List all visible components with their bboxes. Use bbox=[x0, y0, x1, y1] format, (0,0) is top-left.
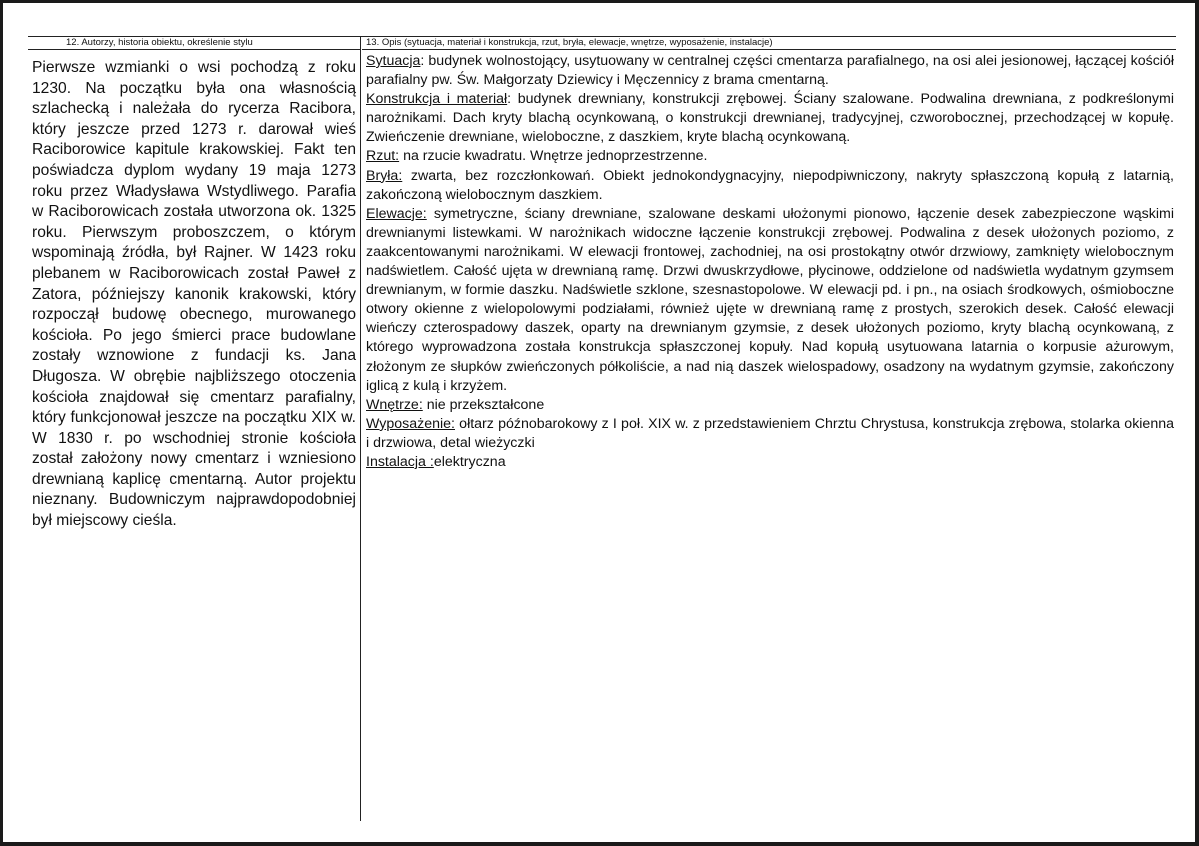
section-text-bryla: zwarta, bez rozczłonkowań. Obiekt jednokondygnacyjny, niepodpiwniczony, nakryty spłaszczoną kopułą z latarnią, zakończoną wielobocznym daszkiem. bbox=[366, 167, 1174, 203]
section-wyposazenie bbox=[366, 415, 1174, 453]
section-instalacja bbox=[366, 453, 1174, 472]
section-text-rzut: na rzucie kwadratu. Wnętrze jednoprzestrzenne. bbox=[399, 148, 708, 165]
section-wnetrze bbox=[366, 396, 1174, 415]
section-text-konstrukcja: : budynek drewniany, konstrukcji zrębowej. Ściany szalowane. Podwalina drewniana, z podkreślonymi narożnikami. Dach kryty blachą ocynkowaną, o konstrukcji drewnianej, tradycyjnej, czworobocznej, przechodzącej w kopułę. Zwieńczenie drewniane, wieloboczne, z daszkiem, kryte blachą ocynkowaną. bbox=[366, 91, 1174, 146]
section-label-konstrukcja: Konstrukcja i materiał bbox=[366, 91, 508, 108]
description-column-header: 13. Opis (sytuacja, materiał i konstrukcja, rzut, bryła, elewacje, wnętrze, wyposażenie, instalacje) bbox=[362, 37, 1176, 50]
description-body bbox=[362, 50, 1176, 472]
history-column bbox=[28, 37, 360, 821]
section-text-wnetrze: nie przekształcone bbox=[422, 396, 545, 413]
section-konstrukcja bbox=[366, 90, 1174, 147]
section-text-wyposazenie: ołtarz późnobarokowy z I poł. XIX w. z przedstawieniem Chrztu Chrystusa, konstrukcja zrębowa, stolarka okienna i drzwiowa, detal wieżyczki bbox=[366, 415, 1174, 451]
section-text-instalacja: elektryczna bbox=[433, 453, 506, 470]
section-label-wnetrze: Wnętrze: bbox=[366, 396, 423, 413]
section-text-elewacje: symetryczne, ściany drewniane, szalowane deskami ułożonymi pionowo, łączenie desek zabezpieczone wąskimi drewnianymi listewkami. W narożnikach widoczne łączenie konstrukcji zrębowej. Podwalina z desek ułożonych poziomo, z zaakcentowanymi narożnikami. W elewacji frontowej, zachodniej, na osi prostokątny otwór drzwiowy, zamknięty wielobocznym nadświetlem. Całość ujęta w drewnianą ramę. Drzwi dwuskrzydłowe, płycinowe, oddzielone od nadświetla wydatnym gzymsem drewnianym, w formie daszku. Nadświetle szklone, szesnastopolowe. W elewacji pd. i pn., na osiach środkowych, ośmioboczne otwory okienne z wielopolowymi podziałami, również ujęte w drewnianą ramę z prostych, szerokich desek. Całość elewacji wieńczy czterospadowy daszek, oparty na drewnianym gzymsie, z desek ułożonych poziomo, kryty blachą ocynkowaną, z którego wyprowadzona została konstrukcja spłaszczonej kopuły. Nad kopułą usytuowana latarnia o korpusie ażurowym, złożonym ze słupków zwieńczonych półkoliście, a nad nią daszek wielospadowy, osadzony na wydatnym gzymsie, zakończony iglicą z kulą i krzyżem. bbox=[366, 205, 1174, 394]
section-rzut bbox=[366, 147, 1174, 166]
section-label-sytuacja: Sytuacja bbox=[366, 53, 421, 69]
section-label-instalacja: Instalacja : bbox=[366, 453, 434, 470]
section-elewacje bbox=[366, 205, 1174, 396]
column-divider bbox=[360, 37, 361, 821]
description-column bbox=[362, 37, 1176, 821]
section-bryla bbox=[366, 167, 1174, 205]
section-text-sytuacja: : budynek wolnostojący, usytuowany w centralnej części cmentarza parafialnego, na osi alei jesionowej, łączącej kościół parafialny pw. Św. Małgorzaty Dziewicy i Męczennicy z brama cmentarną. bbox=[366, 53, 1174, 89]
form-table bbox=[28, 36, 1176, 821]
section-label-bryla: Bryła: bbox=[366, 167, 403, 184]
section-label-elewacje: Elewacje: bbox=[366, 205, 427, 222]
history-column-header: 12. Autorzy, historia obiektu, określenie stylu bbox=[28, 37, 360, 50]
section-label-rzut: Rzut: bbox=[366, 148, 400, 165]
section-sytuacja bbox=[366, 52, 1174, 90]
section-label-wyposazenie: Wyposażenie: bbox=[366, 415, 455, 432]
history-text: Pierwsze wzmianki o wsi pochodzą z roku 1230. Na początku była ona własnością szlachecką i należała do rycerza Racibora, który jeszcze przed 1273 r. darował wieś Raciborowice kapitule krakowskiej. Fakt ten poświadcza dyplom wydany 19 maja 1273 roku przez Władysława Wstydliwego. Parafia w Raciborowicach została utworzona ok. 1325 roku. Pierwszym proboszczem, o którym wspominają źródła, był Rajner. W 1423 roku plebanem w Raciborowicach został Paweł z Zatora, późniejszy kanonik krakowski, który rozpoczął budowę obecnego, murowanego kościoła. Po jego śmierci prace budowlane zostały wznowione z fundacji ks. Jana Długosza. W obrębie najbliższego otoczenia kościoła znajdował się cmentarz parafialny, który funkcjonował jeszcze na początku XIX w. W 1830 r. po wschodniej stronie kościoła został założony nowy cmentarz i wzniesiono drewnianą kaplicę cmentarną. Autor projektu nieznany. Budowniczym najprawdopodobniej był miejscowy cieśla. bbox=[32, 59, 356, 530]
